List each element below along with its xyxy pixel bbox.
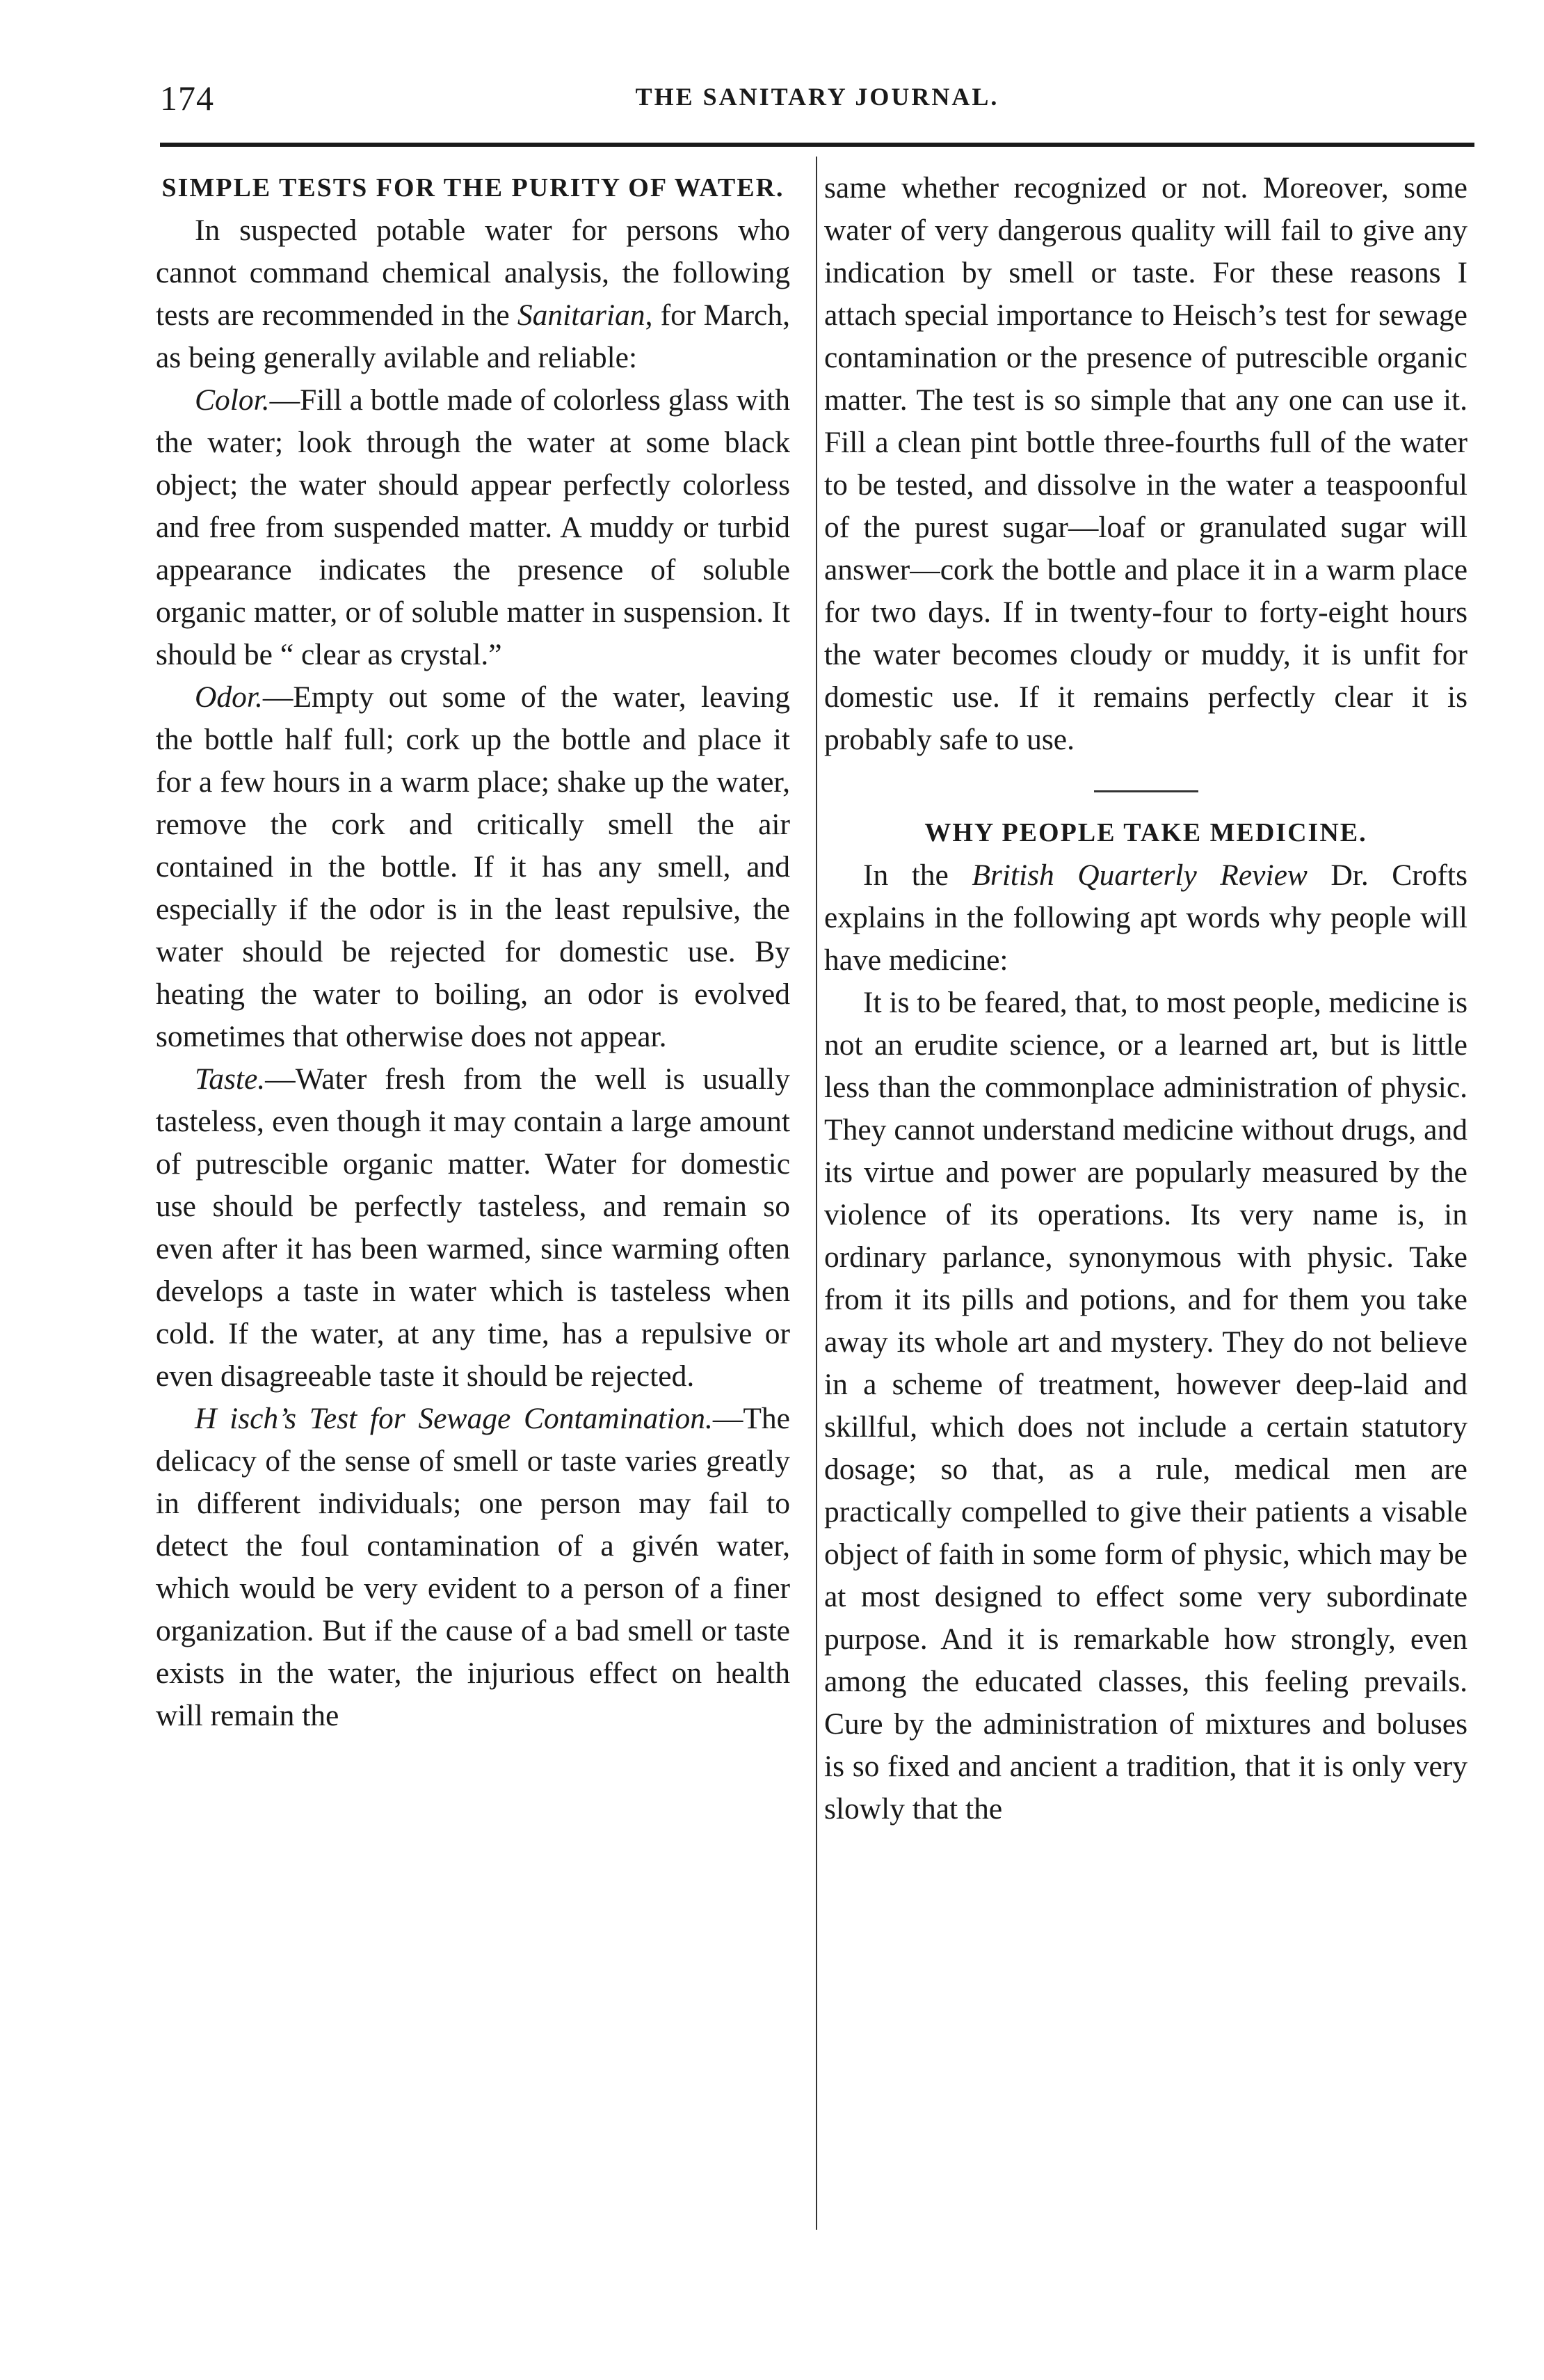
header-rule bbox=[160, 143, 1474, 147]
page-header bbox=[160, 78, 1474, 127]
intro-text-a: In suspected potable water for persons who cannot command chemical analysis, the following tests are recommended in the bbox=[156, 214, 790, 332]
heisch-test-paragraph bbox=[156, 1398, 790, 1737]
taste-test-label: Taste. bbox=[195, 1062, 266, 1096]
odor-test-label: Odor. bbox=[195, 680, 263, 714]
article-title-medicine: WHY PEOPLE TAKE MEDICINE. bbox=[924, 818, 1367, 847]
intro-source-sanitarian: Sanitarian bbox=[517, 298, 645, 332]
article2-body: It is to be feared, that, to most people, medicine is not an erudite science, or a learned art, but is little less than the commonplace administration of physic. They cannot understand medicine without drugs, and its virtue and power are popularly measured by the violence of its operations. Its very name is, in ordinary parlance, synonymous with physic. Take from it its pills and potions, and for them you take away its whole art and mystery. They do not believe in a scheme of treatment, however deep-laid and skillful, which does not include a certain statutory dosage; so that, as a rule, medical men are practically compelled to give their patients a visable object of faith in some form of physic, which may be at most designed to effect some very subordinate purpose. And it is remarkable how strongly, even among the educated classes, this feeling prevails. Cure by the administration of mixtures and boluses is so fixed and ancient a tradition, that it is only very slowly that the bbox=[824, 986, 1467, 1826]
left-column bbox=[156, 167, 790, 1737]
intro2-text-a: In the bbox=[863, 858, 972, 892]
article1-intro bbox=[156, 209, 790, 379]
taste-test-text: —Water fresh from the well is usually tasteless, even though it may contain a large amount of putrescible organic matter. Water for domestic use should be perfectly tasteless, and remain so even after it has been warmed, since warming often develops a taste in water which is tasteless when cold. If the water, at any time, has a repulsive or even disagreeable taste it should be rejected. bbox=[156, 1062, 790, 1393]
article2-intro bbox=[824, 854, 1467, 982]
page-number: 174 bbox=[160, 79, 214, 118]
right-column bbox=[824, 167, 1467, 1830]
running-head: THE SANITARY JOURNAL. bbox=[635, 83, 999, 111]
odor-test-text: —Empty out some of the water, leaving the bottle half full; cork up the bottle and place it for a few hours in a warm place; shake up the water, remove the cork and critically smell the air contained in the bottle. If it has any smell, and especially if the odor is in the least repulsive, the water should be rejected for domestic use. By heating the water to boiling, an odor is evolved sometimes that otherwise does not appear. bbox=[156, 680, 790, 1053]
intro2-text-b: Dr. Crofts explains in the following apt words why people will have medicine: bbox=[824, 858, 1467, 977]
color-test-paragraph bbox=[156, 379, 790, 676]
intro-text-b: , for March, as being generally avilable and reliable: bbox=[156, 298, 790, 374]
column-divider bbox=[816, 157, 817, 2230]
heisch-test-label: H isch’s Test for Sewage Contamination. bbox=[195, 1402, 713, 1435]
section-break-rule bbox=[1094, 790, 1198, 792]
color-test-text: —Fill a bottle made of colorless glass with the water; look through the water at some black object; the water should appear perfectly colorless and free from suspended matter. A muddy or turbid appearance indicates the presence of soluble organic matter, or of soluble matter in suspension. It should be “ clear as crystal.” bbox=[156, 383, 790, 671]
intro2-source-review: British Quarterly Review bbox=[972, 858, 1308, 892]
heisch-test-continuation: same whether recognized or not. Moreover, some water of very dangerous quality will fail to give any indication by smell or taste. For these reasons I attach special importance to Heisch’s test for sewage contamination or the presence of putrescible organic matter. The test is so simple that any one can use it. Fill a clean pint bottle three-fourths full of the water to be tested, and dissolve in the water a teaspoonful of the purest sugar—loaf or granulated sugar will answer—cork the bottle and place it in a warm place for two days. If in twenty-four to forty-eight hours the water becomes cloudy or muddy, it is unfit for domestic use. If it remains perfectly clear it is probably safe to use. bbox=[824, 171, 1467, 756]
heisch-test-text: —The delicacy of the sense of smell or taste varies greatly in different individuals; one person may fail to detect the foul contamination of a givén water, which would be very evident to a person of a finer organization. But if the cause of a bad smell or taste exists in the water, the injurious effect on health will remain the bbox=[156, 1402, 790, 1732]
odor-test-paragraph bbox=[156, 676, 790, 1058]
article-title-water-tests: SIMPLE TESTS FOR THE PURITY OF WATER. bbox=[161, 173, 785, 202]
taste-test-paragraph bbox=[156, 1058, 790, 1398]
color-test-label: Color. bbox=[195, 383, 270, 417]
